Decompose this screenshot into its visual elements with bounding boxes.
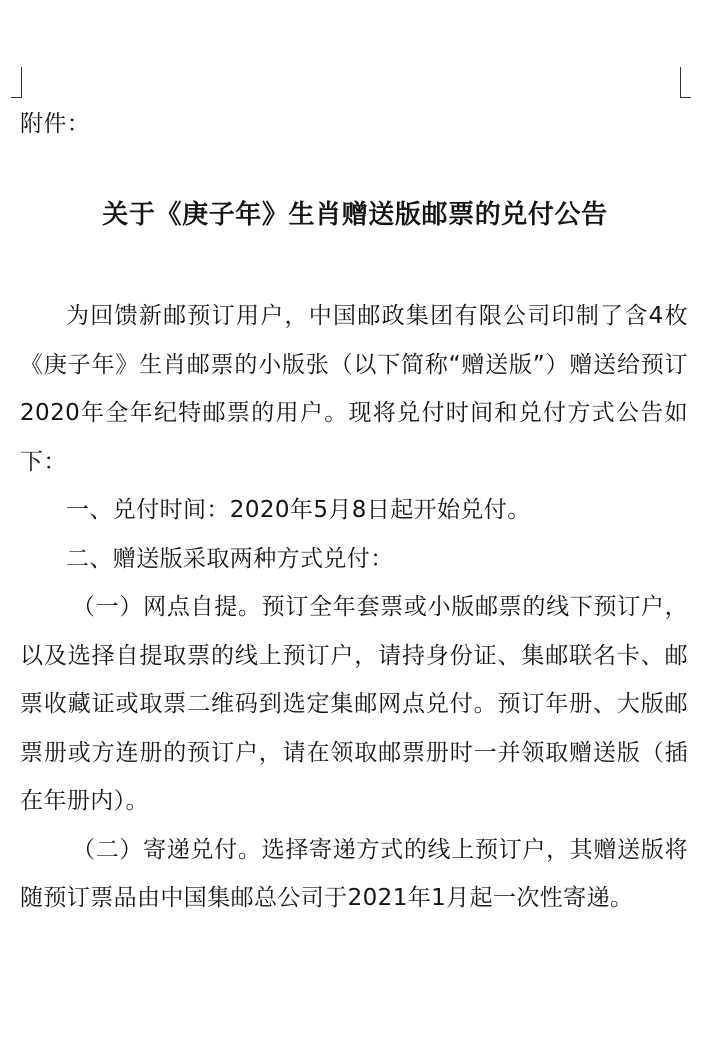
attachment-label: 附件：	[20, 111, 91, 137]
paragraph-method-delivery: （二）寄递兑付。选择寄递方式的线上预订户，其赠送版将随预订票品由中国集邮总公司于2021年1月起一次性寄递。	[20, 836, 688, 911]
page-corner-mark-right	[680, 67, 691, 98]
document-body	[20, 292, 688, 923]
paragraph-method-self-pickup: （一）网点自提。预订全年套票或小版邮票的线下预订户，以及选择自提取票的线上预订户，请持身份证、集邮联名卡、邮票收藏证或取票二维码到选定集邮网点兑付。预订年册、大版邮票册或方连册的预订户，请在领取邮票册时一并领取赠送版（插在年册内）。	[20, 594, 688, 814]
page-corner-mark-left	[11, 67, 22, 98]
paragraph-intro: 为回馈新邮预订用户，中国邮政集团有限公司印制了含4枚《庚子年》生肖邮票的小版张（以下简称“赠送版”）赠送给预订2020年全年纪特邮票的用户。现将兑付时间和兑付方式公告如下：	[20, 303, 688, 475]
document-title: 关于《庚子年》生肖赠送版邮票的兑付公告	[102, 200, 608, 230]
paragraph-redemption-time: 一、兑付时间：2020年5月8日起开始兑付。	[66, 497, 531, 523]
paragraph-redemption-methods: 二、赠送版采取两种方式兑付：	[66, 545, 394, 572]
